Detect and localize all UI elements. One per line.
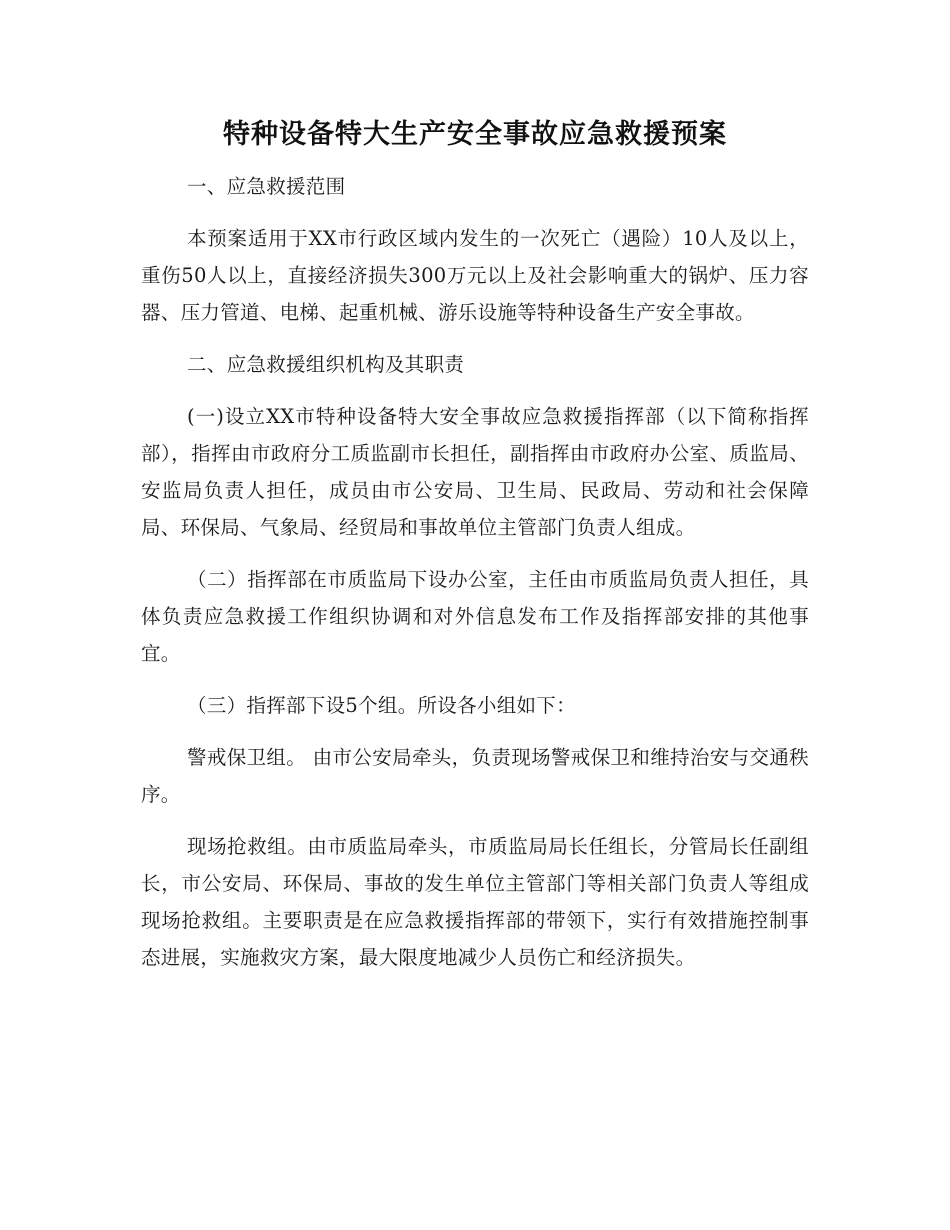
document-body xyxy=(141,112,809,976)
paragraph-item-1: (一)设立XX市特种设备特大安全事故应急救援指挥部（以下简称指挥部），指挥由市政府分工质监副市长担任，副指挥由市政府办公室、质监局、安监局负责人担任，成员由市公安局、卫生局、民政局、劳动和社会保障局、环保局、气象局、经贸局和事故单位主管部门负责人组成。 xyxy=(141,405,809,539)
paragraph-scope: 本预案适用于XX市行政区域内发生的一次死亡（遇险）10人及以上，重伤50人以上，直接经济损失300万元以上及社会影响重大的锅炉、压力容器、压力管道、电梯、起重机械、游乐设施等特种设备生产安全事故。 xyxy=(141,227,809,324)
paragraph-item-2: （二）指挥部在市质监局下设办公室，主任由市质监局负责人担任，具体负责应急救援工作组织协调和对外信息发布工作及指挥部安排的其他事宜。 xyxy=(141,568,809,665)
section-heading-scope: 一、应急救援范围 xyxy=(187,175,346,198)
paragraph-rescue-group: 现场抢救组。由市质监局牵头，市质监局局长任组长，分管局长任副组长，市公安局、环保局、事故的发生单位主管部门等相关部门负责人等组成现场抢救组。主要职责是在应急救援指挥部的带领下，实行有效措施控制事态进展，实施救灾方案，最大限度地减少人员伤亡和经济损失。 xyxy=(141,835,809,969)
document-title: 特种设备特大生产安全事故应急救援预案 xyxy=(223,119,727,150)
section-heading-organization: 二、应急救援组织机构及其职责 xyxy=(187,353,465,376)
paragraph-security-group: 警戒保卫组。 由市公安局牵头，负责现场警戒保卫和维持治安与交通秩序。 xyxy=(141,746,809,806)
paragraph-item-3: （三）指挥部下设5个组。所设各小组如下： xyxy=(187,694,576,717)
